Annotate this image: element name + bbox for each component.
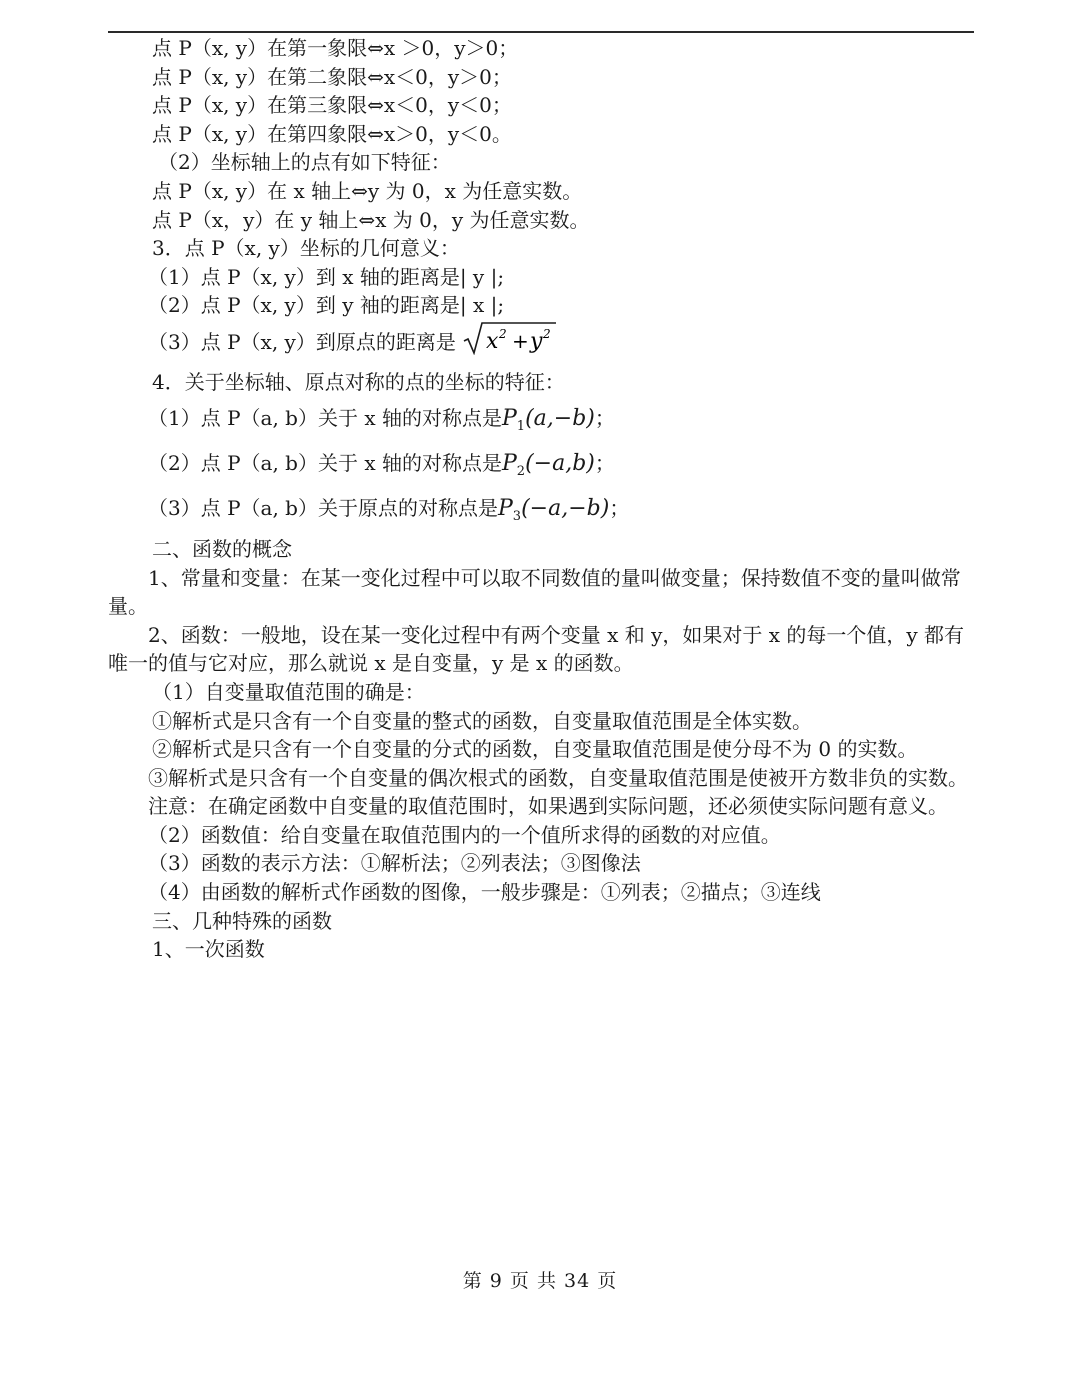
text-line: （2）点 P（x, y）到 y 袖的距离是| x |; (148, 293, 505, 318)
distance-to-origin-line (108, 320, 974, 364)
paragraph: 注意：在确定函数中自变量的取值范围时，如果遇到实际问题，还必须使实际问题有意义。 (148, 794, 948, 819)
sqrt-x-exponent: 2 (499, 326, 507, 341)
section-heading: 二、函数的概念 (152, 536, 292, 561)
section-heading: 三、几种特殊的函数 (152, 908, 332, 933)
text-line: （2）函数值：给自变量在取值范围内的一个值所求得的函数的对应值。 (148, 822, 781, 847)
text-line: （4）由函数的解析式作函数的图像，一般步骤是：①列表；②描点；③连线 (148, 880, 821, 905)
paragraph: 2、函数：一般地，设在某一变化过程中有两个变量 x 和 y，如果对于 x 的每一个值，y 都有唯一的值与它对应，那么就说 x 是自变量，y 是 x 的函数。 (108, 622, 965, 676)
formula-p2-sub: 2 (516, 463, 526, 479)
sqrt-plus: + (512, 328, 529, 353)
text-line: ①解析式是只含有一个自变量的整式的函数，自变量取值范围是全体实数。 (152, 708, 812, 733)
text-line: ②解析式是只含有一个自变量的分式的函数，自变量取值范围是使分母不为 0 的实数。 (152, 737, 918, 762)
symmetric-point-line (108, 445, 974, 490)
formula-p2-end: ； (594, 450, 615, 475)
formula-p3-args: (−a,−b) (521, 495, 610, 521)
text-line: 点 P（x, y）在第一象限⇔x ＞0，y＞0； (152, 36, 519, 60)
text-line: 点 P（x, y）在 x 轴上⇔y 为 0，x 为任意实数。 (152, 178, 583, 203)
text-fragment: （3）点 P（a, b）关于原点的对称点是 (148, 495, 498, 520)
symmetric-point-line (108, 490, 974, 535)
formula-p1-sub: 1 (516, 418, 526, 434)
text-line: （3）函数的表示方法：①解析法；②列表法；③图像法 (148, 851, 641, 876)
text-fragment: （2）点 P（a, b）关于 x 轴的对称点是 (148, 450, 502, 475)
formula-p3-end: ； (609, 495, 630, 520)
paragraph: 1、常量和变量：在某一变化过程中可以取不同数值的量叫做变量；保持数值不变的量叫做常量。 (108, 565, 961, 619)
formula-p1-name: P (501, 405, 517, 431)
symmetric-point-line (108, 400, 974, 445)
text-fragment: （1）点 P（a, b）关于 x 轴的对称点是 (148, 405, 502, 430)
formula-p1-args: (a,−b) (525, 405, 595, 431)
page-content (108, 34, 974, 964)
text-line: （1）点 P（x, y）到 x 轴的距离是| y |; (148, 264, 505, 289)
page-footer: 第 9 页 共 34 页 (462, 1270, 618, 1292)
text-line: 4．关于坐标轴、原点对称的点的坐标的特征： (152, 369, 565, 394)
text-line: （2）坐标轴上的点有如下特征： (158, 150, 451, 175)
text-line: 1、一次函数 (152, 937, 265, 962)
sqrt-x: x (486, 328, 499, 354)
sqrt-formula (462, 321, 558, 355)
text-line: 点 P（x, y）在第二象限⇔x＜0，y＞0； (152, 64, 512, 89)
formula-p3-sub: 3 (512, 508, 522, 524)
text-line: 点 P（x，y）在 y 轴上⇔x 为 0，y 为任意实数。 (152, 207, 590, 232)
formula-p2-name: P (501, 450, 517, 476)
formula-p3-name: P (497, 495, 513, 521)
text-fragment: （3）点 P（x, y）到原点的距离是 (148, 329, 456, 354)
text-line: 点 P（x, y）在第四象限⇔x＞0，y＜0。 (152, 121, 512, 146)
formula-p1-end: ； (594, 405, 615, 430)
sqrt-y: y (530, 328, 543, 354)
formula-p2-args: (−a,b) (525, 450, 595, 476)
text-line: （1）自变量取值范围的确是： (152, 679, 425, 704)
sqrt-y-exponent: 2 (543, 326, 551, 341)
paragraph: ③解析式是只含有一个自变量的偶次根式的函数，自变量取值范围是使被开方数非负的实数。 (148, 765, 968, 790)
text-line: 点 P（x, y）在第三象限⇔x＜0，y＜0； (152, 93, 512, 118)
header-rule (108, 31, 974, 33)
text-line: 3．点 P（x, y）坐标的几何意义： (152, 236, 460, 261)
